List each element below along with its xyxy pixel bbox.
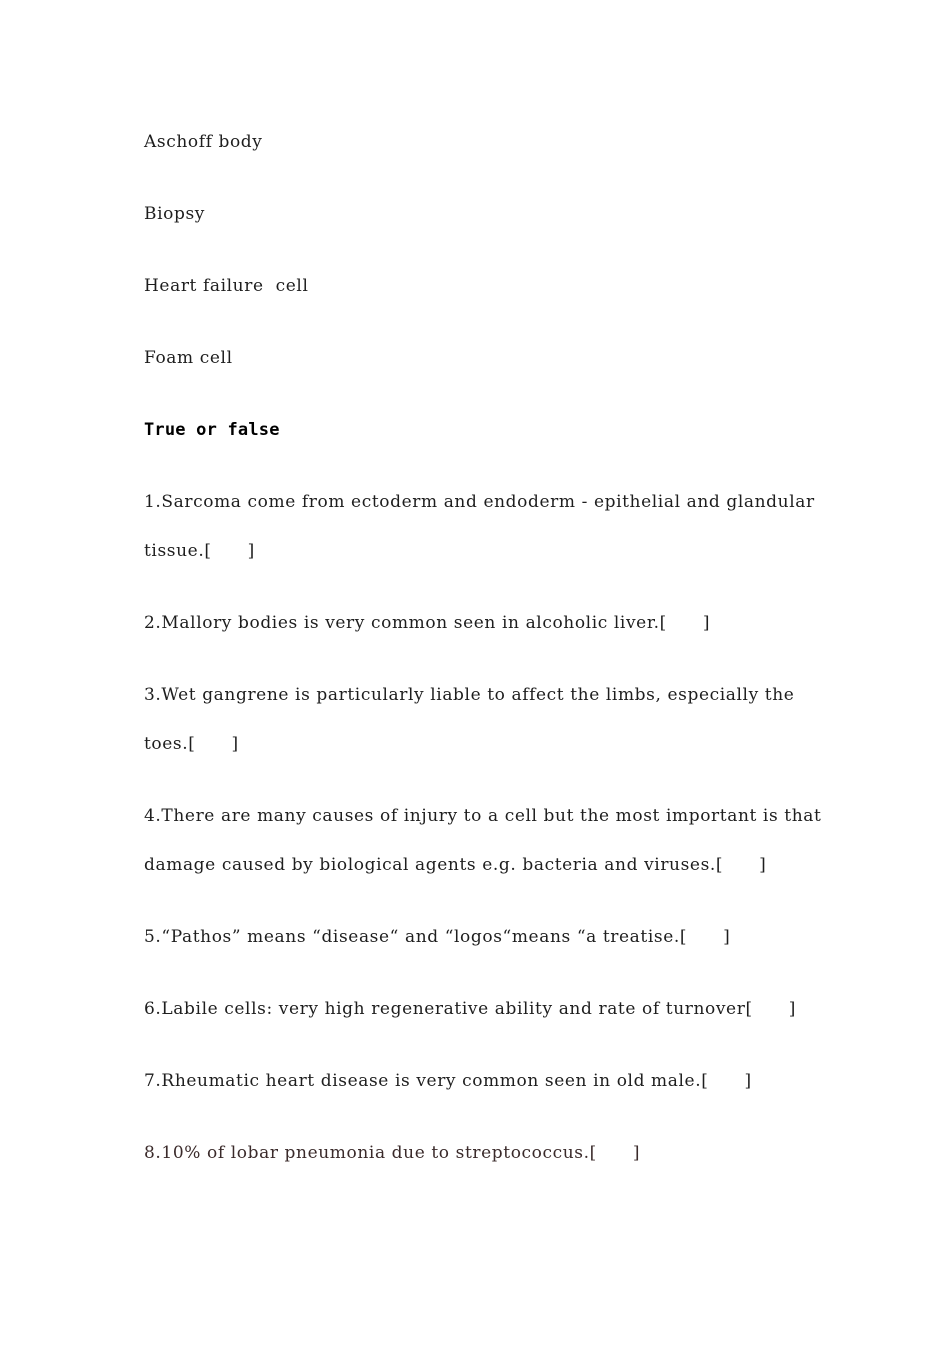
term-biopsy: Biopsy — [144, 204, 205, 224]
question-1: 1.Sarcoma come from ectoderm and endoderm - epithelial and glandular tissue.[ ] — [144, 492, 821, 561]
question-8: 8.10% of lobar pneumonia due to streptococcus.[ ] — [144, 1143, 641, 1163]
question-7: 7.Rheumatic heart disease is very common seen in old male.[ ] — [144, 1071, 752, 1091]
question-4: 4.There are many causes of injury to a cell but the most important is that damage caused by biological agents e.g. bacteria and viruses.[ ] — [144, 806, 828, 875]
term-foam-cell: Foam cell — [144, 348, 233, 368]
term-heart-failure-cell: Heart failure cell — [144, 276, 309, 296]
document-content — [144, 128, 828, 1211]
question-5: 5.“Pathos” means “disease“ and “logos“means “a treatise.[ ] — [144, 927, 731, 947]
question-2: 2.Mallory bodies is very common seen in alcoholic liver.[ ] — [144, 613, 711, 633]
question-6: 6.Labile cells: very high regenerative ability and rate of turnover[ ] — [144, 999, 796, 1019]
question-3: 3.Wet gangrene is particularly liable to affect the limbs, especially the toes.[ ] — [144, 685, 801, 754]
section-heading-true-or-false: True or false — [144, 420, 280, 440]
term-aschoff-body: Aschoff body — [144, 132, 263, 152]
